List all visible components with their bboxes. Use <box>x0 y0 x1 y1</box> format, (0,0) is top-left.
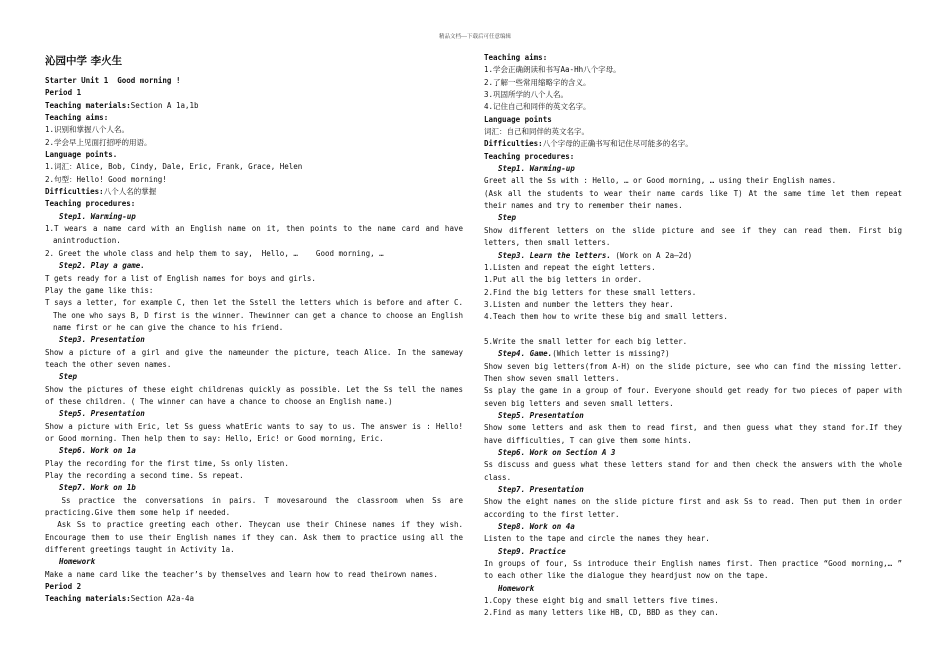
value: Section A2a-4a <box>130 594 195 604</box>
list-item: 1.Put all the big letters in order. <box>484 275 643 285</box>
paragraph: T gets ready for a list of English names for boys and girls. <box>45 273 316 283</box>
paragraph: (Ask all the students to wear their name cards like T) At the same time let them repeat their names and try to remember their names. <box>484 188 907 211</box>
step-heading: Step7. Work on 1b <box>59 483 136 493</box>
value: 八个字母的正确书写和记住尽可能多的名字。 <box>542 139 693 149</box>
paragraph: Make a name card like the teacher’s by themselves and learn how to read theirown names. <box>45 569 438 579</box>
step-heading: Step4. Game. <box>498 349 553 359</box>
paragraph: Listen to the tape and circle the names they hear. <box>484 534 710 544</box>
right-column <box>484 52 907 620</box>
list-item: 3.Listen and number the letters they hear. <box>484 299 674 309</box>
step-heading: Step1. Warming-up <box>498 164 575 174</box>
difficulties <box>45 186 463 198</box>
list-item: 1.学会正确朗读和书写Aa-Hh八个字母。 <box>484 65 621 75</box>
step-heading: Step <box>59 372 78 382</box>
paragraph: Show a picture of a girl and give the nameunder the picture, teach Alice. In the sameway teach the other seven names. <box>45 347 468 369</box>
paragraph: In groups of four, Ss introduce their English names first. Then practice “Good morning,… ” to each other like the dialogue they heardjust now on the tape. <box>484 559 907 581</box>
school-title: 沁园中学 李火生 <box>45 55 123 67</box>
page-header: 精品文档---下载后可任意编辑 <box>439 34 511 40</box>
list-item: 1.识别和掌握八个人名。 <box>45 125 130 135</box>
list-item: 3.巩固所学的八个人名。 <box>484 90 569 100</box>
difficulties <box>484 138 902 150</box>
step-heading-with-note <box>484 250 902 262</box>
paragraph: 1.T wears a name card with an English name on it, then points to the name card and have anintroduction. <box>45 224 468 246</box>
period-heading: Period 1 <box>45 88 82 98</box>
paragraph: Show the eight names on the slide picture first and ask Ss to read. Then put them in order according to the first letter. <box>484 497 907 519</box>
list-item: 1.词汇：Alice, Bob, Cindy, Dale, Eric, Frank, Grace, Helen <box>45 162 303 172</box>
teaching-materials <box>45 100 463 112</box>
step-heading: Step5. Presentation <box>498 410 584 420</box>
label: Difficulties: <box>484 139 543 149</box>
step-heading: Step8. Work on 4a <box>498 522 575 532</box>
step-heading: Step6. Work on Section A 3 <box>498 448 616 457</box>
section-heading: Language points <box>484 114 552 124</box>
step-heading: Step9. Practice <box>498 546 566 556</box>
list-item: 4.Teach them how to write these big and small letters. <box>484 312 728 322</box>
list-item: 2.了解一些常用缩略字的含义。 <box>484 77 591 87</box>
label: Difficulties: <box>45 187 104 197</box>
step-heading-with-note <box>484 348 902 360</box>
left-column <box>45 52 468 606</box>
paragraph: T says a letter, for example C, then let the Sstell the letters which is before and after C. The one who says B, D first is the winner. Thewinner can get a chance to choose an English name first or he can give the chance to his friend. <box>45 298 468 332</box>
paragraph: Ask Ss to practice greeting each other. Theycan use their Chinese names if they wish. Encourage them to use their English names if they can. Ask them to practice using all the different greetings taught in Activity 1a. <box>45 520 468 555</box>
step-note: (Which letter is missing?) <box>552 349 670 359</box>
step-heading: Step7. Presentation <box>498 485 584 495</box>
paragraph: Show seven big letters(from A-H) on the slide picture, see who can find the missing letter. Then show seven small letters. <box>484 361 907 383</box>
section-heading: Teaching procedures: <box>484 151 575 161</box>
section-heading: Language points. <box>45 150 118 160</box>
step-heading: Step6. Work on 1a <box>59 446 136 456</box>
paragraph: Play the recording a second time. Ss repeat. <box>45 471 244 480</box>
paragraph: Show some letters and ask them to read first, and then guess what they stand for.If they have difficulties, T can give them some hints. <box>484 423 907 445</box>
paragraph: Show different letters on the slide picture and see if they can read them. First big letters, then small letters. <box>484 225 907 248</box>
homework-heading: Homework <box>498 583 535 593</box>
list-item: 1.Listen and repeat the eight letters. <box>484 262 656 272</box>
paragraph: Ss play the game in a group of four. Everyone should get ready for two pieces of paper with seven big letters and seven small letters. <box>484 386 907 408</box>
label: Teaching materials: <box>45 594 131 604</box>
period-heading: Period 2 <box>45 582 82 592</box>
list-item: 1.Copy these eight big and small letters five times. <box>484 596 719 606</box>
list-item: 词汇：自己和同伴的英文名字。 <box>484 127 589 137</box>
section-heading: Teaching aims: <box>45 113 109 123</box>
paragraph: Show a picture with Eric, let Ss guess whatEric wants to say to us. The answer is : Hello! or Good morning. Then help them to say: Hello, Eric! or Good morning, Eric. <box>45 421 468 443</box>
value: 八个人名的掌握 <box>103 187 157 197</box>
paragraph: 2. Greet the whole class and help them to say, Hello, … Good morning, … <box>45 248 384 258</box>
step-heading: Step2. Play a game. <box>59 261 145 271</box>
section-heading: Teaching procedures: <box>45 199 136 209</box>
step-heading: Step1. Warming-up <box>59 211 136 221</box>
list-item: 2.Find as many letters like HB, CD, BBD as they can. <box>484 608 719 618</box>
paragraph: Greet all the Ss with : Hello, … or Good morning, … using their English names. <box>484 176 837 186</box>
teaching-materials <box>45 593 463 605</box>
homework-heading: Homework <box>59 557 96 567</box>
paragraph: Ss discuss and guess what these letters stand for and then check the answers with the whole class. <box>484 460 907 482</box>
step-heading: Step <box>498 213 517 223</box>
unit-title: Starter Unit 1 Good morning ! <box>45 76 181 85</box>
step-heading: Step5. Presentation <box>59 409 145 419</box>
list-item: 2.学会早上见面打招呼的用语。 <box>45 137 152 147</box>
blank-line <box>484 324 902 336</box>
paragraph: Show the pictures of these eight childrenas quickly as possible. Let the Ss tell the names of these children. ( The winner can have a chance to choose an English name.) <box>45 384 468 406</box>
list-item: 4.记住自己和同伴的英文名字。 <box>484 102 591 112</box>
section-heading: Teaching aims: <box>484 53 548 62</box>
value: Section A 1a,1b <box>130 100 199 110</box>
list-item: 2.Find the big letters for these small letters. <box>484 287 697 297</box>
list-item: 2.句型：Hello! Good morning! <box>45 174 167 184</box>
paragraph: Play the game like this: <box>45 285 154 295</box>
step-note: (Work on A 2a—2d) <box>610 250 693 260</box>
list-item: 5.Write the small letter for each big letter. <box>484 336 688 346</box>
paragraph: Play the recording for the first time, Ss only listen. <box>45 458 289 468</box>
step-heading: Step3. Learn the letters. <box>498 250 611 260</box>
paragraph: Ss practice the conversations in pairs. T movesaround the classroom when Ss are practicing.Give them some help if needed. <box>45 495 468 518</box>
label: Teaching materials: <box>45 100 131 110</box>
step-heading: Step3. Presentation <box>59 335 145 345</box>
